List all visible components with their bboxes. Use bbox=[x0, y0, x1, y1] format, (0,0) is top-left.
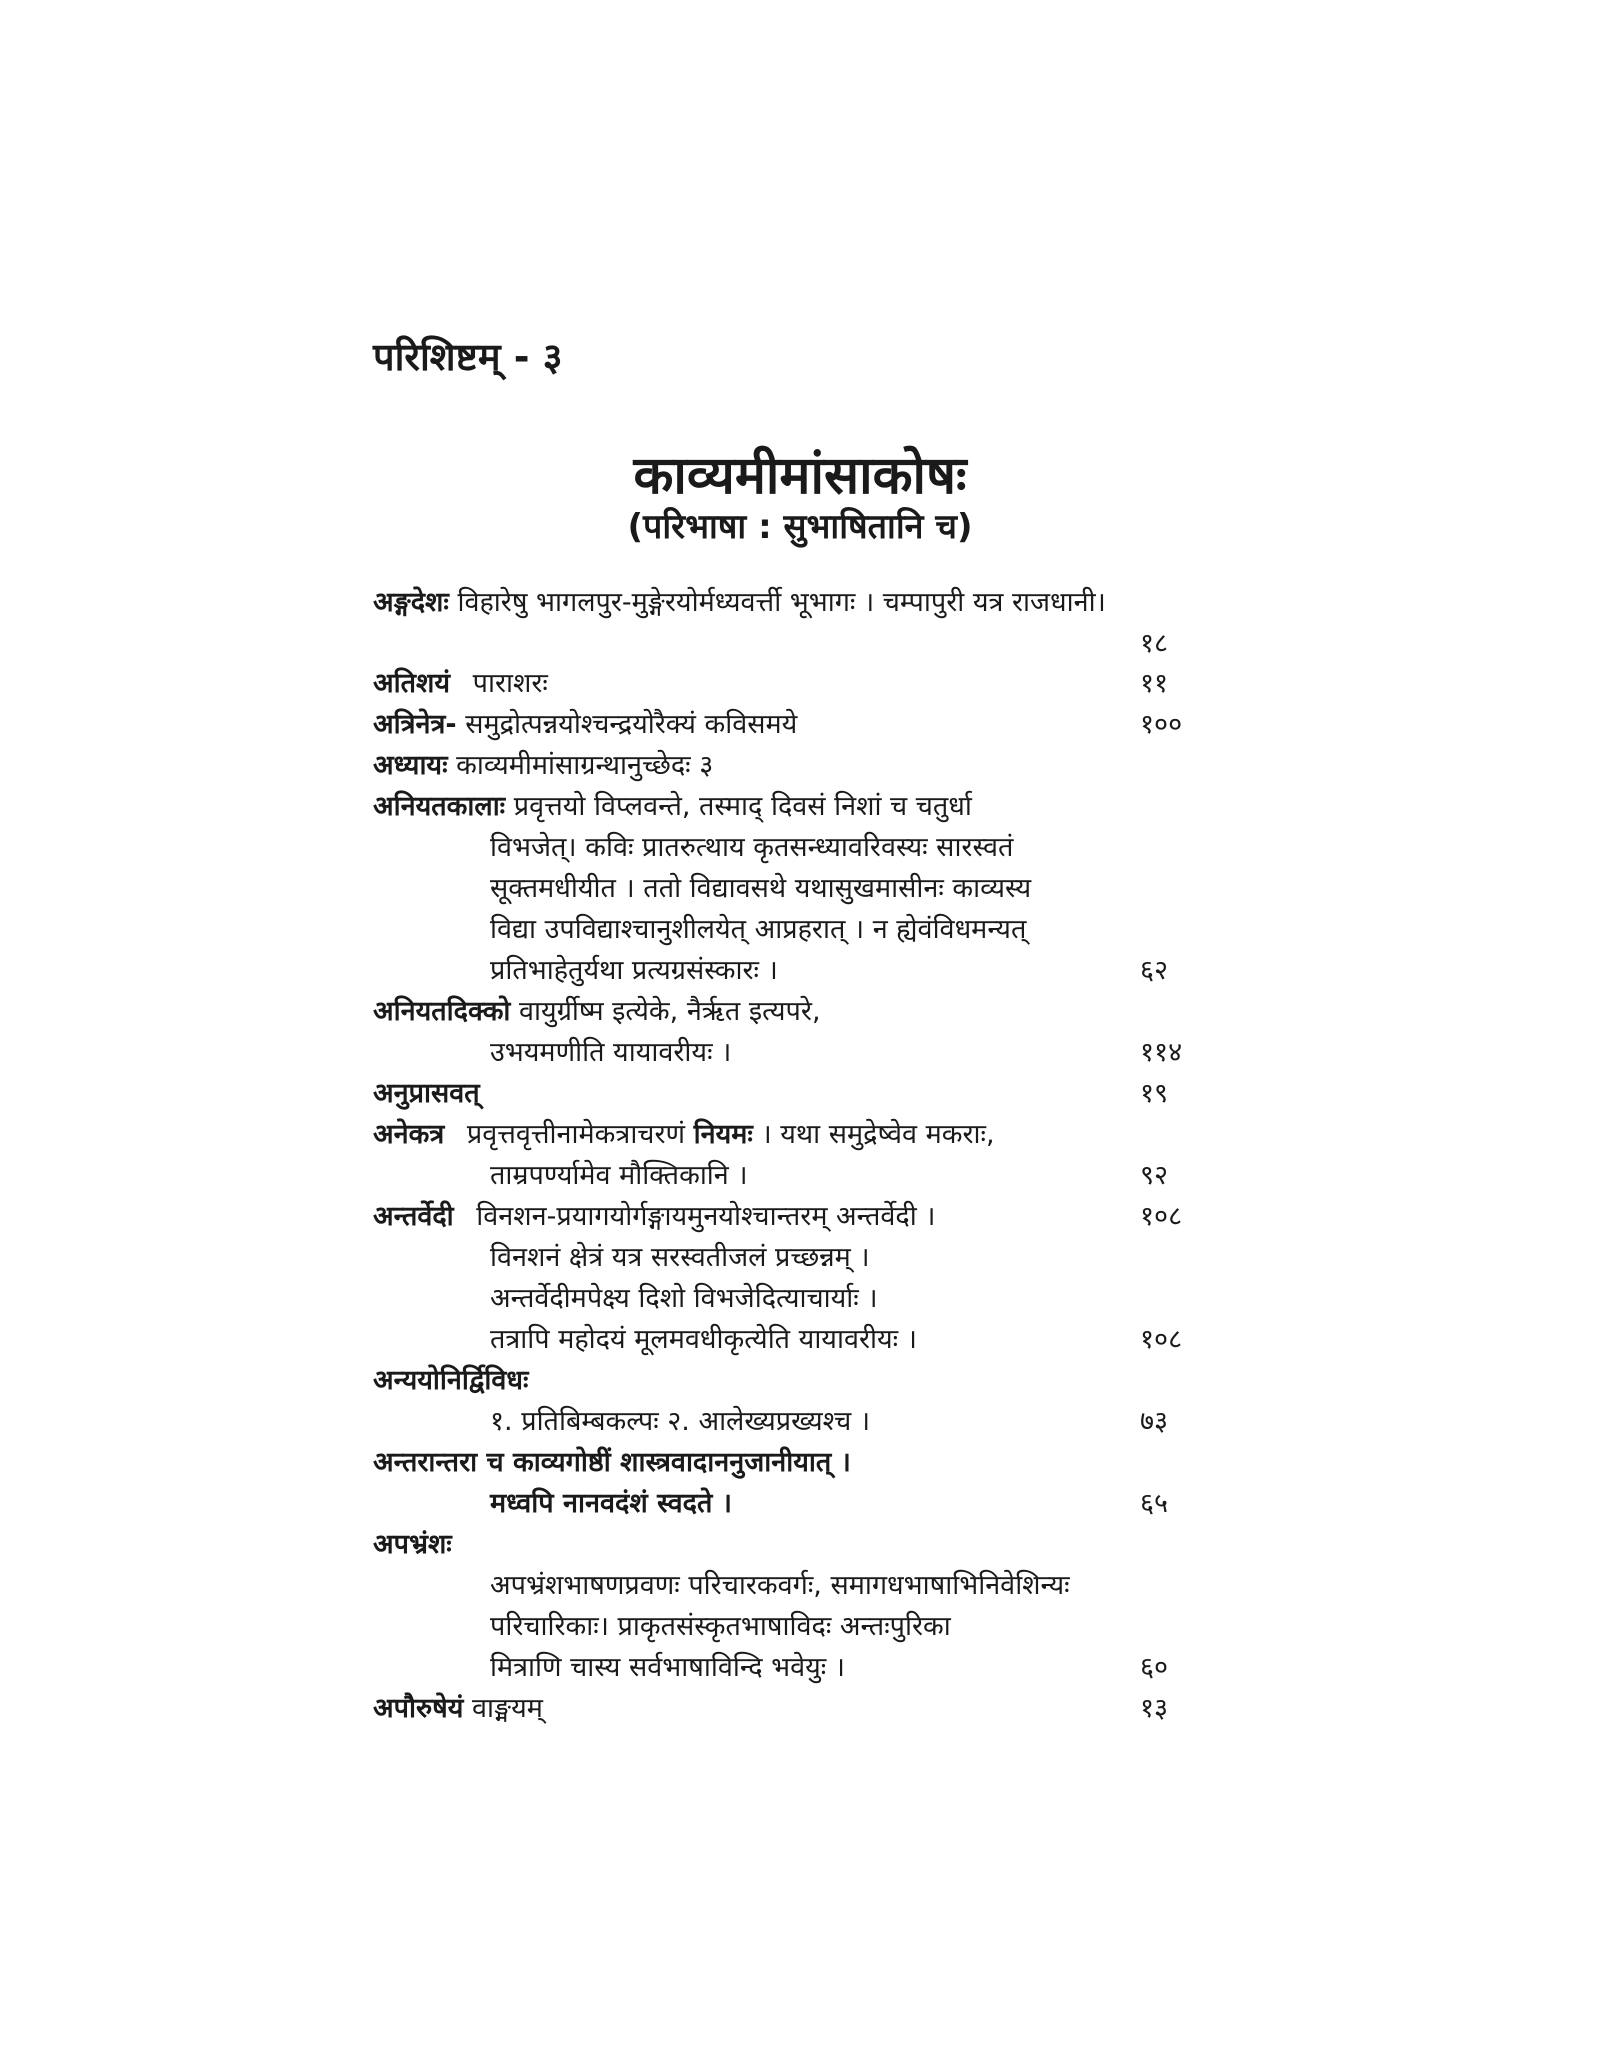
entry-text: समुद्रोत्पन्नयोश्चन्द्रयोरैक्यं कविसमये bbox=[465, 709, 798, 740]
entry-page: ७३ bbox=[1140, 1406, 1169, 1437]
page-title: काव्यमीमांसाकोषः bbox=[633, 446, 967, 506]
entry-text: प्रवृत्तयो विप्लवन्ते, तस्माद् दिवसं निशां च चतुर्धा bbox=[513, 791, 972, 822]
entry-line bbox=[373, 746, 713, 786]
entry-line bbox=[490, 828, 1013, 868]
entry-text: वायुर्ग्रीष्म इत्येके, नैर्ऋत इत्यपरे, bbox=[519, 996, 821, 1027]
entry-term: अपौरुषेयं bbox=[373, 1693, 464, 1724]
entry-line bbox=[490, 910, 1026, 950]
entry-page: १०० bbox=[1140, 709, 1183, 740]
entry-line bbox=[373, 583, 1106, 623]
entry-line bbox=[373, 1361, 528, 1401]
entry-text: प्रवृत्तवृत्तीनामेकत्राचरणं bbox=[466, 1119, 686, 1150]
entry-page: ६० bbox=[1140, 1652, 1169, 1683]
entry-text: तत्रापि महोदयं मूलमवधीकृत्येति यायावरीयः । bbox=[490, 1324, 917, 1355]
entry-term: अत्रिनेत्र- bbox=[373, 709, 457, 740]
entry-text: ताम्रपर्ण्यामेव मौक्तिकानि । bbox=[490, 1160, 748, 1191]
entry-line bbox=[490, 1156, 748, 1196]
entry-term: अन्तर्वेदी bbox=[373, 1201, 454, 1232]
entry-page: ११४ bbox=[1140, 1037, 1183, 1068]
entry-line bbox=[373, 664, 548, 704]
entry-line bbox=[490, 1320, 917, 1360]
entry-text: उभयमणीति यायावरीयः । bbox=[490, 1037, 732, 1068]
entry-page: १३ bbox=[1140, 1693, 1169, 1724]
entry-line bbox=[373, 705, 797, 745]
entry-line bbox=[373, 1689, 543, 1729]
entry-text: विभजेत्। कविः प्रातरुत्थाय कृतसन्ध्यावरिवस्यः सारस्वतं bbox=[490, 832, 1014, 863]
appendix-heading: परिशिष्टम् - ३ bbox=[373, 335, 563, 379]
entry-line bbox=[490, 869, 1031, 909]
entry-line bbox=[490, 1279, 878, 1319]
entry-line bbox=[373, 1197, 936, 1237]
entry-text: वाङ्मयम् bbox=[471, 1693, 543, 1724]
entry-term: अतिशयं bbox=[373, 668, 451, 699]
entry-term: अन्ययोनिर्द्विविधः bbox=[373, 1365, 529, 1396]
entry-text: काव्यमीमांसाग्रन्थानुच्छेदः ३ bbox=[456, 750, 714, 781]
entry-term: अनुप्रासवत् bbox=[373, 1078, 480, 1109]
entry-line bbox=[373, 787, 972, 827]
entry-term: अध्यायः bbox=[373, 750, 448, 781]
entry-page: ६२ bbox=[1140, 955, 1169, 986]
entry-text: विनशन-प्रयागयोर्गङ्गायमुनयोश्चान्तरम् अन्तर्वेदी । bbox=[476, 1201, 936, 1232]
entry-page: १८ bbox=[1140, 628, 1169, 659]
entry-line bbox=[373, 992, 821, 1032]
entry-line bbox=[490, 1484, 732, 1524]
entry-line bbox=[490, 1238, 870, 1278]
entry-text: सूक्तमधीयीत । ततो विद्यावसथे यथासुखमासीनः काव्यस्य bbox=[490, 873, 1032, 904]
entry-text: परिचारिकाः। प्राकृतसंस्कृतभाषाविदः अन्तःपुरिका bbox=[490, 1611, 951, 1642]
entry-line bbox=[373, 1443, 851, 1483]
entry-page: ९२ bbox=[1140, 1160, 1169, 1191]
entry-term: अङ्गदेशः bbox=[373, 587, 449, 618]
entry-line bbox=[490, 1566, 1070, 1606]
entry-text: विनशनं क्षेत्रं यत्र सरस्वतीजलं प्रच्छन्नम् । bbox=[490, 1242, 870, 1273]
entry-page: १०८ bbox=[1140, 1201, 1183, 1232]
entry-page: ११ bbox=[1140, 668, 1169, 699]
entry-page: १९ bbox=[1140, 1078, 1169, 1109]
entry-text: । यथा समुद्रेष्वेव मकराः, bbox=[752, 1119, 995, 1150]
entry-text: १. प्रतिबिम्बकल्पः २. आलेख्यप्रख्यश्च । bbox=[490, 1406, 871, 1437]
entry-emphasis: नियमः bbox=[693, 1119, 753, 1150]
entry-text: प्रतिभाहेतुर्यथा प्रत्यग्रसंस्कारः । bbox=[490, 955, 778, 986]
entry-line bbox=[490, 1607, 951, 1647]
entry-term: अनियतदिक्को bbox=[373, 996, 511, 1027]
entry-line bbox=[373, 1074, 480, 1114]
entry-text: मित्राणि चास्य सर्वभाषाविन्दि भवेयुः । bbox=[490, 1652, 846, 1683]
entry-term: अपभ्रंशः bbox=[373, 1529, 452, 1560]
entry-page: १०८ bbox=[1140, 1324, 1183, 1355]
entry-term: अनेकत्र bbox=[373, 1119, 445, 1150]
entry-term: अनियतकालाः bbox=[373, 791, 506, 822]
entry-term: अन्तरान्तरा च काव्यगोष्ठीं शास्त्रवादाननुजानीयात् । bbox=[373, 1447, 851, 1478]
entry-text: अपभ्रंशभाषणप्रवणः परिचारकवर्गः, समागधभाषाभिनिवेशिन्यः bbox=[490, 1570, 1070, 1601]
entry-line bbox=[490, 1648, 845, 1688]
page-subtitle: (परिभाषा : सुभाषितानि च) bbox=[627, 507, 973, 547]
entry-text: विहारेषु भागलपुर-मुङ्गेरयोर्मध्यवर्त्ती भूभागः । चम्पापुरी यत्र राजधानी। bbox=[457, 587, 1106, 618]
entry-line bbox=[490, 951, 778, 991]
entry-line bbox=[373, 1525, 452, 1565]
entry-text: पाराशरः bbox=[472, 668, 548, 699]
entry-text: विद्या उपविद्याश्चानुशीलयेत् आप्रहरात् । न ह्येवंविधमन्यत् bbox=[490, 914, 1027, 945]
entry-page: ६५ bbox=[1140, 1488, 1169, 1519]
entry-line bbox=[490, 1033, 731, 1073]
entry-emphasis: मध्वपि नानवदंशं स्वदते । bbox=[490, 1488, 732, 1519]
entry-text: अन्तर्वेदीमपेक्ष्य दिशो विभजेदित्याचार्याः । bbox=[490, 1283, 878, 1314]
entry-line bbox=[490, 1402, 870, 1442]
entry-line bbox=[373, 1115, 995, 1155]
